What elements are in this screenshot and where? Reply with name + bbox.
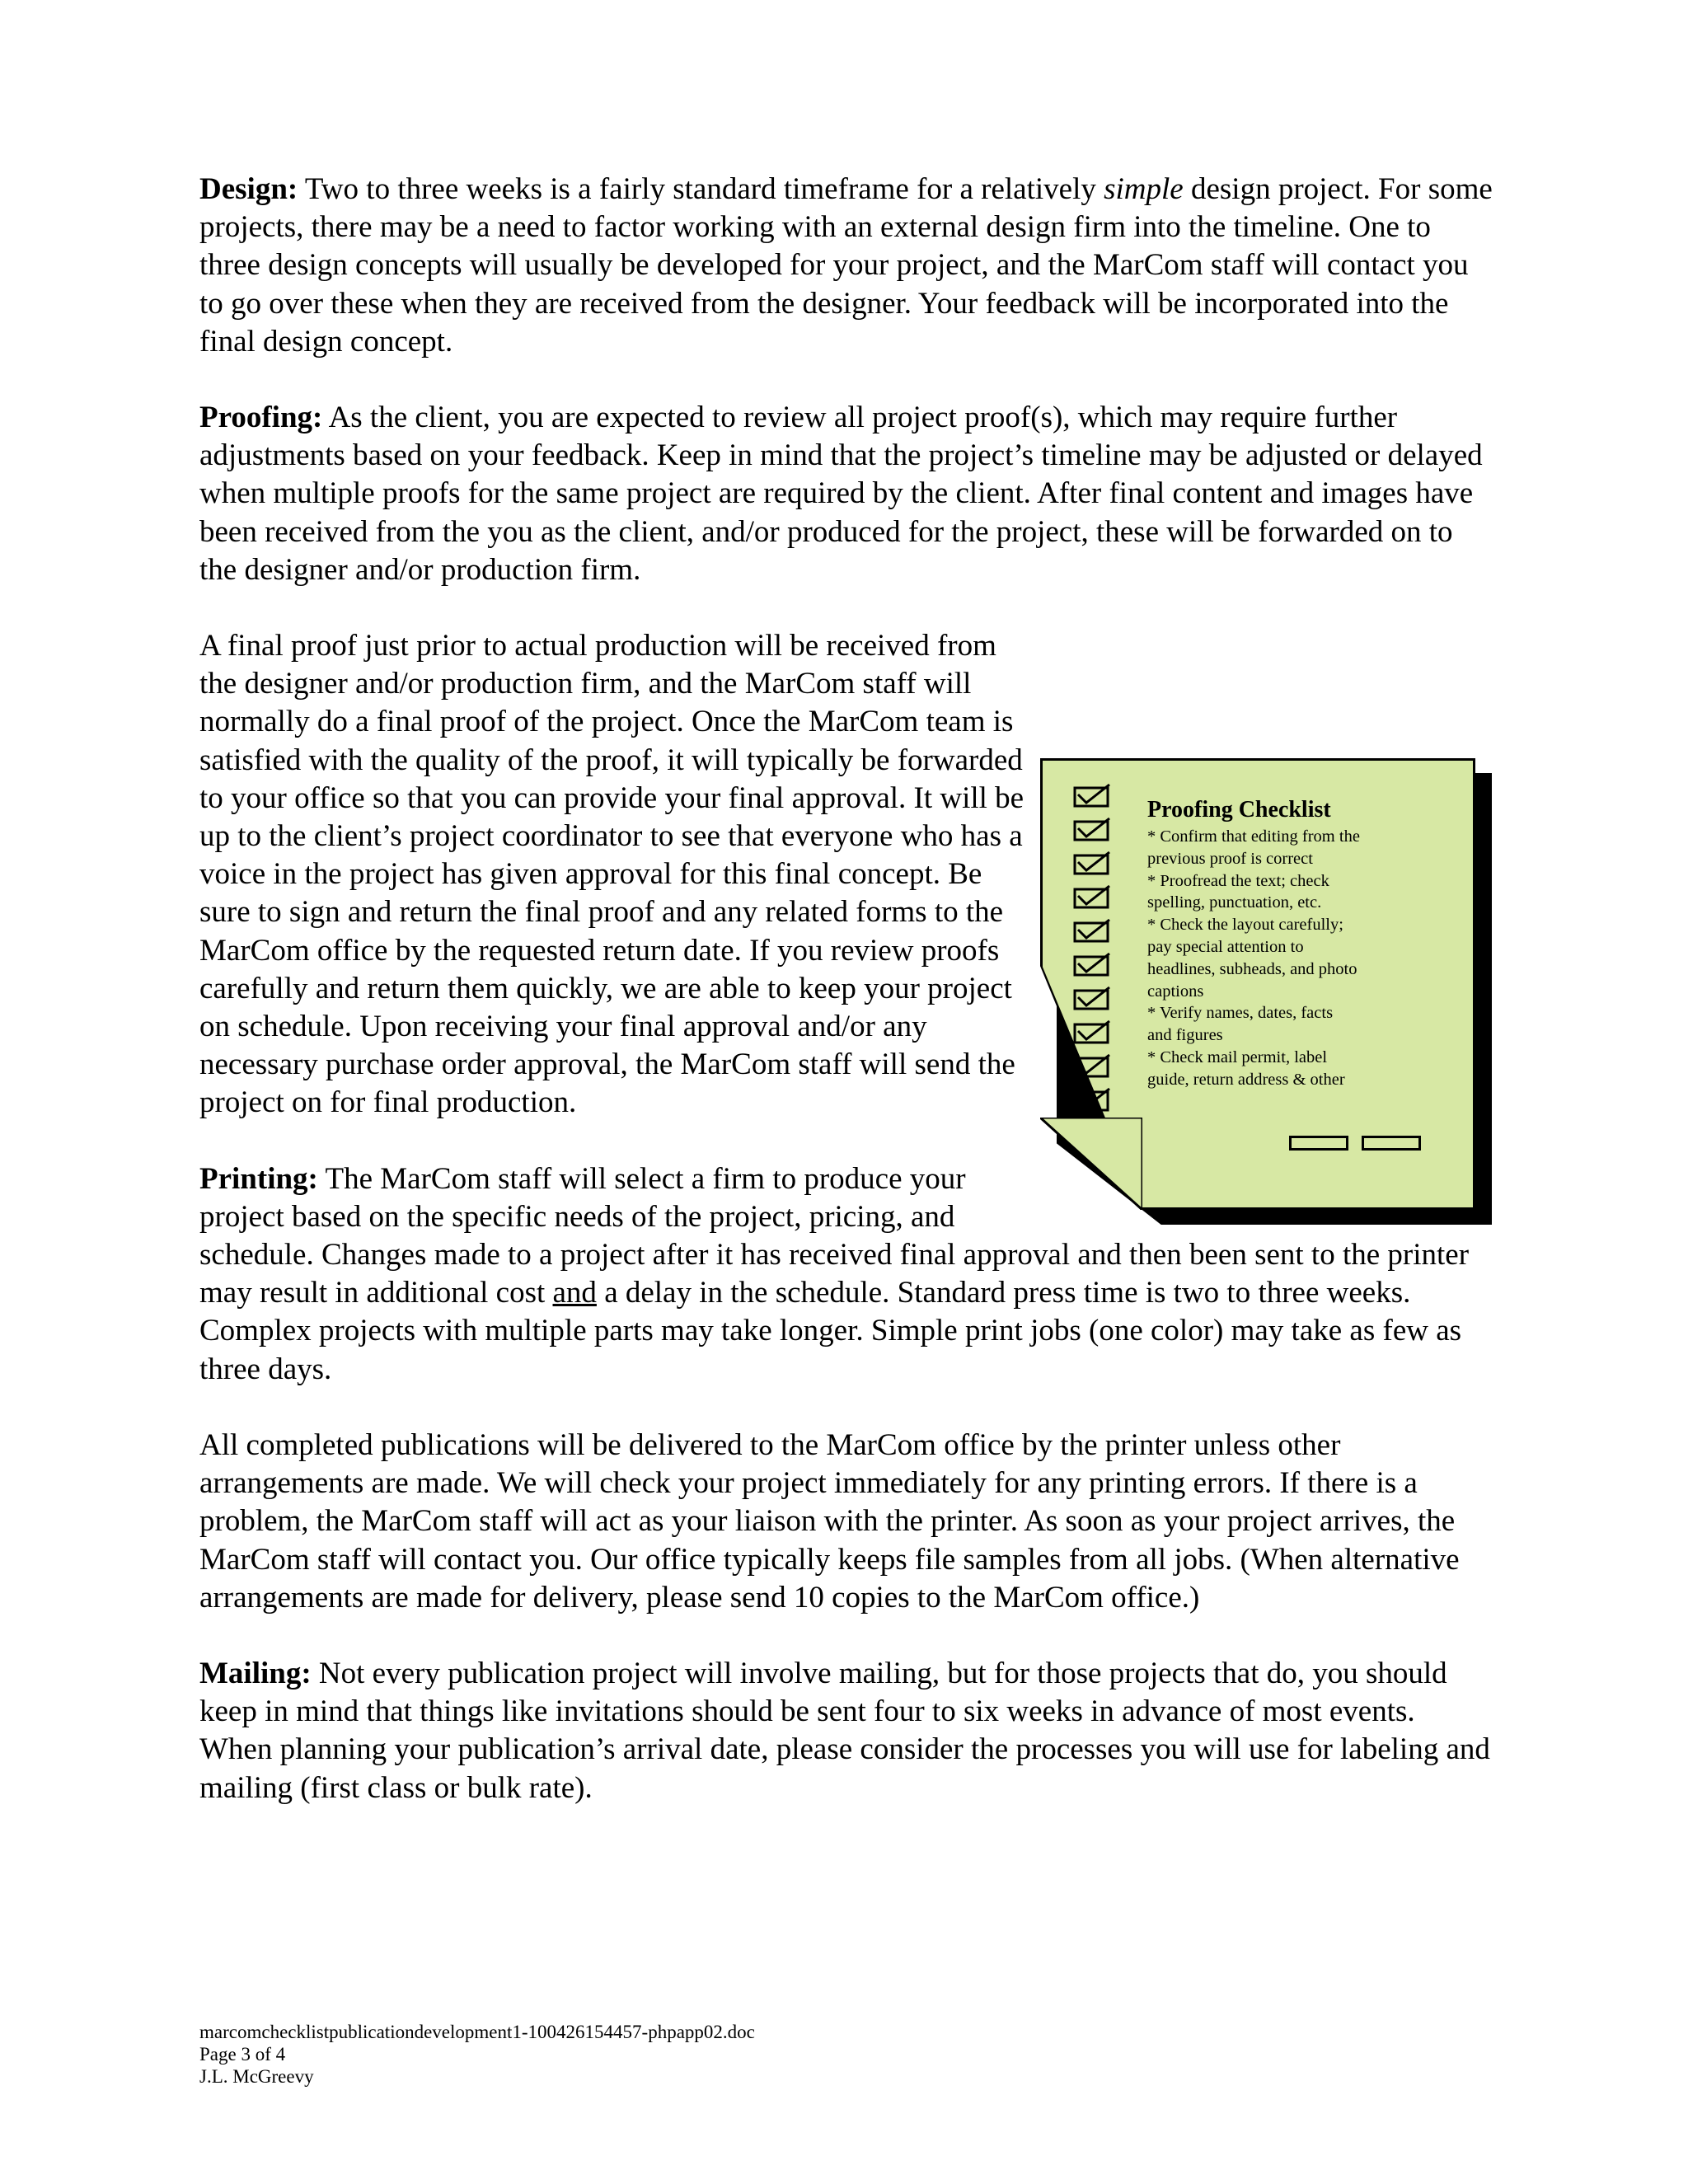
checklist-line: captions — [1147, 982, 1204, 1001]
checklist-line: * Check the layout carefully; — [1147, 916, 1343, 935]
checked-box-icon — [1073, 918, 1111, 943]
proofing-heading: Proofing: — [199, 401, 323, 435]
design-heading: Design: — [199, 172, 298, 206]
final-proof-paragraph: A final proof just prior to actual production will be received from the designer and/or production firm, and the MarCom staff will normally do a final proof of the project. Once the MarCom team is satisfied with the quality of the proof, it will typically be forwarded to your office so that you can provide your final approval. It will be up to the client’s project coordinator to see that everyone who has a voice in the project has given approval for this final concept. Be sure to sign and return the final proof and any related forms to the MarCom office by the requested return date. If you review proofs carefully and return them quickly, we are able to keep your project on schedule. Upon receiving your final approval and/or any necessary purchase order approval, the MarCom staff will send the project on for final production. — [199, 629, 1025, 1120]
checklist-line: previous proof is correct — [1147, 849, 1313, 868]
checklist-line: * Verify names, dates, facts — [1147, 1004, 1334, 1023]
checklist-line: and figures — [1147, 1026, 1223, 1045]
checklist-line: * Check mail permit, label — [1147, 1047, 1328, 1066]
checklist-line: guide, return address & other — [1147, 1070, 1345, 1089]
footer-filename: marcomchecklistpublicationdevelopment1-100426154457-phpapp02.doc — [199, 2022, 755, 2042]
checked-box-icon — [1073, 1087, 1111, 1112]
delivery-paragraph: All completed publications will be delivered to the MarCom office by the printer unless other arrangements are made. We will check your project immediately for any printing errors. If there is a problem, the MarCom staff will act as your liaison with the printer. As soon as your project arrives, the MarCom staff will contact you. Our office typically keeps file samples from all jobs. (When alternative arrangements are made for delivery, please send 10 copies to the MarCom office.) — [199, 1427, 1460, 1615]
note-folded-corner — [1040, 1118, 1142, 1210]
checked-box-icon — [1073, 952, 1111, 977]
footer-page-number: Page 3 of 4 — [199, 2044, 286, 2064]
checked-box-icon — [1073, 783, 1111, 808]
checkbox-column — [1073, 783, 1114, 1121]
footer-author: J.L. McGreevy — [199, 2066, 314, 2087]
checklist-line: spelling, punctuation, etc. — [1147, 893, 1322, 912]
note-box-left — [1289, 1136, 1348, 1151]
checklist-text — [1147, 796, 1461, 1091]
proofing-paragraph: Proofing: As the client, you are expected to review all project proof(s), which may require further adjustments based on your feedback. Keep in mind that the project’s timeline may be adjusted or delayed when multiple proofs for the same project are required by the client. After final content and images have been received from the you as the client, and/or produced for the project, these will be forwarded on to the designer and/or production firm. — [199, 401, 1483, 587]
mailing-paragraph: Mailing: Not every publication project will involve mailing, but for those projects that do, you should keep in mind that things like invitations should be sent four to six weeks in advance of most events. When planning your publication’s arrival date, please consider the processes you will use for labeling and mailing (first class or bulk rate). — [199, 1656, 1490, 1805]
note-box-right — [1362, 1136, 1421, 1151]
mailing-heading: Mailing: — [199, 1656, 312, 1690]
checked-box-icon — [1073, 1053, 1111, 1078]
checked-box-icon — [1073, 986, 1111, 1010]
checked-box-icon — [1073, 817, 1111, 841]
proofing-checklist-note — [1040, 758, 1475, 1210]
checklist-line: * Confirm that editing from the — [1147, 827, 1360, 846]
page-footer — [199, 2021, 755, 2088]
checklist-line: pay special attention to — [1147, 937, 1304, 956]
checklist-title: Proofing Checklist — [1147, 797, 1331, 823]
checklist-lines — [1147, 826, 1461, 1091]
printing-paragraph: Printing: The MarCom staff will select a firm to produce your project based on the specific needs of the project, pricing, and schedule. Changes made to a project after it has received final approval and then been sent to the printer may result in additional cost and a delay in the schedule. Standard press time is two to three weeks. Complex projects with multiple parts may take longer. Simple print jobs (one color) may take as few as three days. — [199, 1161, 1470, 1386]
checked-box-icon — [1073, 1019, 1111, 1044]
checked-box-icon — [1073, 884, 1111, 909]
checklist-line: headlines, subheads, and photo — [1147, 959, 1357, 978]
printing-heading: Printing: — [199, 1161, 318, 1196]
checked-box-icon — [1073, 851, 1111, 875]
design-paragraph: Design: Two to three weeks is a fairly standard timeframe for a relatively simple design project. For some projects, there may be a need to factor working with an external design firm into the timeline. One to three design concepts will usually be developed for your project, and the MarCom staff will contact you to go over these when they are received from the designer. Your feedback will be incorporated into the final design concept. — [199, 172, 1493, 359]
checklist-line: * Proofread the text; check — [1147, 871, 1329, 890]
